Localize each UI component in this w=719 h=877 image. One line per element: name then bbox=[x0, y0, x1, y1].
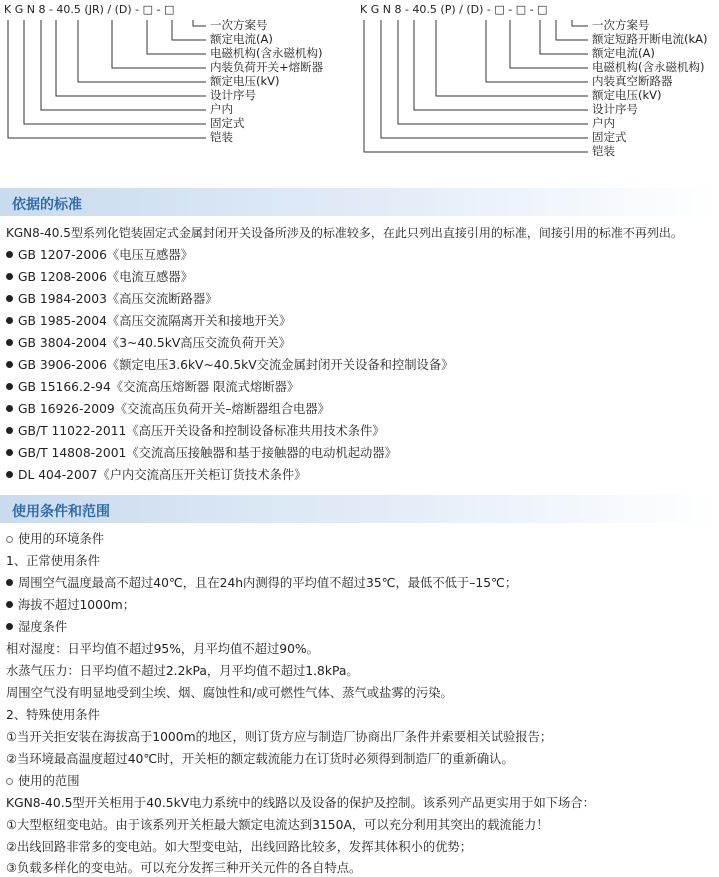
standard-item: GB 1207-2006《电压互感器》 bbox=[6, 248, 193, 262]
label-right-3: 电磁机构(含永磁机构) bbox=[592, 60, 705, 74]
label-left-4: 额定电压(kV) bbox=[210, 74, 280, 88]
humidity-line: 相对湿度：日平均值不超过95%，月平均值不超过90%。 bbox=[6, 642, 319, 656]
circle-bullet-icon bbox=[6, 536, 13, 543]
label-left-2: 电磁机构(含永磁机构) bbox=[210, 46, 323, 60]
standard-item: GB/T 11022-2011《高压开关设备和控制设备标准共用技术条件》 bbox=[6, 424, 385, 438]
special-item: ②当环境最高温度超过40℃时，开关柜的额定载流能力在订货时必须得到制造厂的重新确认。 bbox=[6, 752, 514, 766]
scope-intro: KGN8-40.5型开关柜用于40.5kV电力系统中的线路以及设备的保护及控制。该系列产品更实用于如下场合： bbox=[6, 796, 595, 810]
label-right-9: 铠装 bbox=[592, 144, 615, 158]
bullet-icon bbox=[6, 251, 13, 258]
bullet-icon bbox=[6, 405, 13, 412]
bullet-icon bbox=[6, 273, 13, 280]
standards-intro: KGN8-40.5型系列化铠装固定式金属封闭开关设备所涉及的标准较多，在此只列出直接引用的标准，间接引用的标准不再列出。 bbox=[6, 226, 683, 240]
circle-bullet-icon bbox=[6, 778, 13, 785]
section-title-standards: 依据的标准 bbox=[12, 197, 82, 213]
standard-item: GB 3804-2004《3~40.5kV高压交流负荷开关》 bbox=[6, 336, 291, 350]
section-title-conditions: 使用条件和范围 bbox=[12, 504, 110, 520]
bullet-icon bbox=[6, 579, 13, 586]
standard-item: DL 404-2007《户内交流高压开关柜订货技术条件》 bbox=[6, 468, 306, 482]
scope-heading: 使用的范围 bbox=[6, 774, 80, 788]
normal-heading: 1、正常使用条件 bbox=[6, 554, 100, 568]
humidity-line: 水蒸气压力：日平均值不超过2.2kPa，月平均值不超过1.8kPa。 bbox=[6, 664, 359, 678]
label-right-0: 一次方案号 bbox=[592, 18, 650, 32]
humidity-line: 周围空气没有明显地受到尘埃、烟、腐蚀性和/或可燃性气体、蒸气或盐雾的污染。 bbox=[6, 686, 453, 700]
section-header-conditions bbox=[0, 495, 719, 523]
bullet-icon bbox=[6, 339, 13, 346]
bullet-icon bbox=[6, 601, 13, 608]
label-left-5: 设计序号 bbox=[210, 88, 256, 102]
label-right-5: 额定电压(kV) bbox=[592, 88, 662, 102]
bullet-icon bbox=[6, 317, 13, 324]
section-header-standards bbox=[0, 188, 719, 216]
label-right-4: 内装真空断路器 bbox=[592, 74, 673, 88]
standard-item: GB 1208-2006《电流互感器》 bbox=[6, 270, 193, 284]
special-item: ①当开关拒安装在海拔高于1000m的地区，则订货方应与制造厂协商出厂条件并索要相关试验报告； bbox=[6, 730, 553, 744]
special-heading: 2、特殊使用条件 bbox=[6, 708, 100, 722]
bullet-icon bbox=[6, 361, 13, 368]
bullet-icon bbox=[6, 427, 13, 434]
model-code-right: K G N 8 - 40.5 (P) / (D) - □ - □ - □ bbox=[360, 3, 548, 16]
standard-item: GB/T 14808-2001《交流高压接触器和基于接触器的电动机起动器》 bbox=[6, 446, 397, 460]
normal-item: 湿度条件 bbox=[6, 620, 67, 634]
standard-item: GB 15166.2-94《交流高压熔断器 限流式熔断器》 bbox=[6, 380, 299, 394]
scope-item: ③负载多样化的变电站。可以充分发挥三种开关元件的各自特点。 bbox=[6, 861, 362, 875]
label-left-0: 一次方案号 bbox=[210, 18, 268, 32]
label-left-1: 额定电流(A) bbox=[210, 32, 273, 46]
normal-item: 海拔不超过1000m； bbox=[6, 598, 135, 612]
label-left-8: 铠装 bbox=[210, 130, 233, 144]
scope-item: ②出线回路非常多的变电站。如大型变电站，出线回路比较多，发挥其体积小的优势； bbox=[6, 840, 473, 854]
label-left-3: 内装负荷开关+熔断器 bbox=[210, 60, 324, 74]
bullet-icon bbox=[6, 383, 13, 390]
standard-item: GB 1984-2003《高压交流断路器》 bbox=[6, 292, 218, 306]
standard-item: GB 16926-2009《交流高压负荷开关–熔断器组合电器》 bbox=[6, 402, 330, 416]
bullet-icon bbox=[6, 295, 13, 302]
normal-item: 周围空气温度最高不超过40℃，且在24h内测得的平均值不超过35℃，最低不低于–15℃； bbox=[6, 576, 517, 590]
bullet-icon bbox=[6, 449, 13, 456]
label-right-1: 额定短路开断电流(kA) bbox=[592, 32, 708, 46]
bullet-icon bbox=[6, 471, 13, 478]
label-left-6: 户内 bbox=[210, 102, 233, 116]
standard-item: GB 3906-2006《额定电压3.6kV~40.5kV交流金属封闭开关设备和控制设备》 bbox=[6, 358, 453, 372]
model-code-left: K G N 8 - 40.5 (JR) / (D) - □ - □ bbox=[4, 3, 175, 16]
standard-item: GB 1985-2004《高压交流隔离开关和接地开关》 bbox=[6, 314, 291, 328]
scope-item: ①大型枢纽变电站。由于该系列开关柜最大额定电流达到3150A，可以充分利用其突出的载流能力！ bbox=[6, 818, 549, 832]
label-right-8: 固定式 bbox=[592, 130, 627, 144]
label-right-7: 户内 bbox=[592, 116, 615, 130]
bullet-icon bbox=[6, 623, 13, 630]
env-heading: 使用的环境条件 bbox=[6, 532, 104, 546]
label-right-6: 设计序号 bbox=[592, 102, 638, 116]
label-right-2: 额定电流(A) bbox=[592, 46, 655, 60]
label-left-7: 固定式 bbox=[210, 116, 245, 130]
